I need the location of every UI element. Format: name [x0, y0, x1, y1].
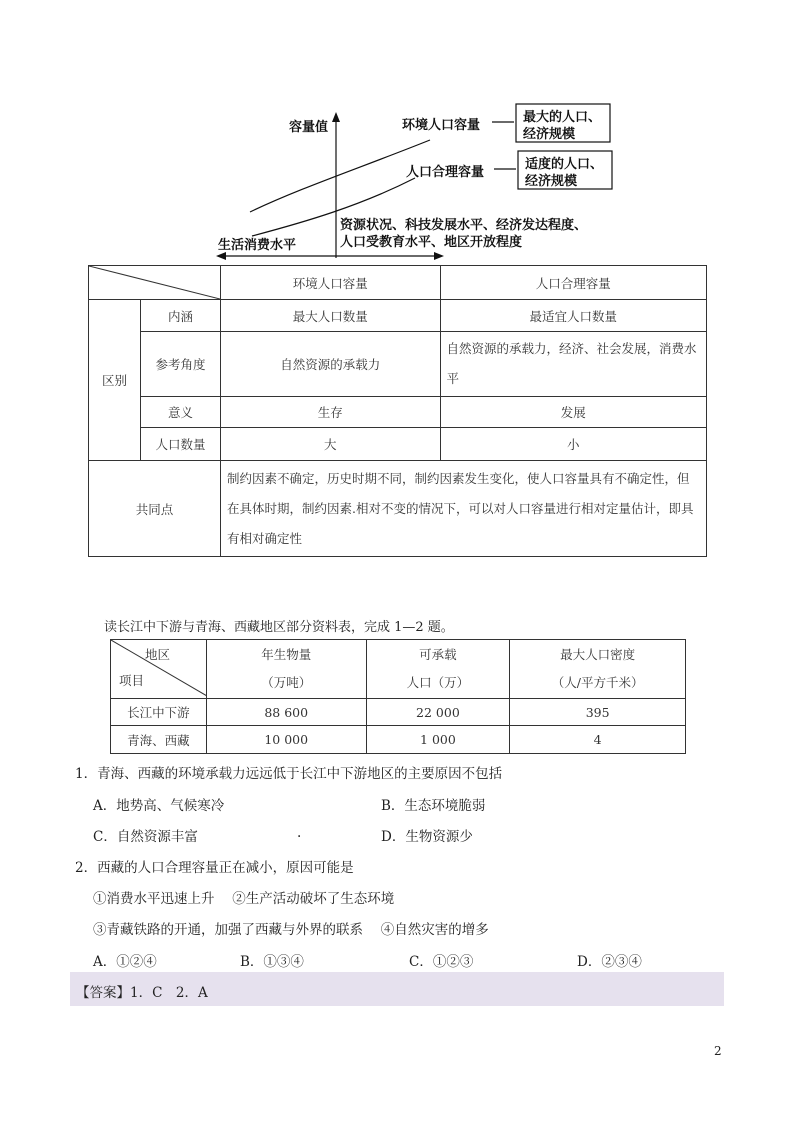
biomass-cell: 88 600: [206, 699, 366, 726]
row-label: 意义: [141, 397, 221, 428]
common-points-text: 制约因素不确定，历史时期不同，制约因素发生变化，使人口容量具有不确定性，但在具体时期，制约因素.相对不变的情况下，可以对人口容量进行相对定量估计，即具有相对确定性: [221, 461, 707, 557]
q2-statements-line1: ①消费水平迅速上升 ②生产活动破坏了生态环境: [93, 891, 395, 907]
upper-box-line2: 经济规模: [523, 127, 576, 142]
region-cell: 长江中下游: [111, 699, 207, 726]
col-capacity-header: 可承载 人口（万）: [366, 640, 510, 699]
cell-env: 自然资源的承载力: [221, 332, 441, 397]
data-table-corner: [111, 640, 207, 699]
lower-curve-label: 人口合理容量: [406, 165, 485, 180]
question-1-stem: 1．青海、西藏的环境承载力远远低于长江中下游地区的主要原因不包括: [75, 766, 503, 782]
x-axis-label: 生活消费水平: [218, 238, 297, 253]
factors-line1: 资源状况、科技发展水平、经济发达程度、: [340, 218, 588, 233]
q1-option-c: C．自然资源丰富: [93, 829, 198, 845]
factors-line2: 人口受教育水平、地区开放程度: [340, 235, 523, 250]
intro-text: 读长江中下游与青海、西藏地区部分资料表，完成 1—2 题。: [104, 620, 454, 635]
cell-reasonable: 发展: [440, 397, 706, 428]
biomass-cell: 10 000: [206, 726, 366, 754]
cell-env: 生存: [221, 397, 441, 428]
q1-stray-dot: .: [297, 825, 302, 841]
q2-option-d: D．②③④: [577, 954, 642, 970]
col-density-header: 最大人口密度 （人/平方千米）: [510, 640, 686, 699]
cell-reasonable: 自然资源的承载力，经济、社会发展，消费水平: [440, 332, 706, 397]
comparison-table: [88, 265, 707, 557]
q2-option-a: A．①②④: [93, 954, 157, 970]
row-label: 参考角度: [141, 332, 221, 397]
capacity-diagram: [0, 0, 794, 265]
y-axis-label: 容量值: [289, 120, 329, 135]
question-2-stem: 2．西藏的人口合理容量正在减小，原因可能是: [75, 860, 354, 876]
cell-reasonable: 小: [440, 428, 706, 461]
q2-statements-line2: ③青藏铁路的开通，加强了西藏与外界的联系 ④自然灾害的增多: [93, 922, 489, 938]
header-env-capacity: 环境人口容量: [221, 266, 441, 300]
col-biomass-header: 年生物量 （万吨）: [206, 640, 366, 699]
q2-option-b: B．①③④: [240, 954, 304, 970]
density-cell: 395: [510, 699, 686, 726]
header-reasonable-capacity: 人口合理容量: [440, 266, 706, 300]
env-capacity-curve: [250, 140, 430, 212]
q1-option-b: B．生态环境脆弱: [381, 798, 486, 814]
cell-env: 大: [221, 428, 441, 461]
region-cell: 青海、西藏: [111, 726, 207, 754]
answer-text: 【答案】1．C 2．A: [76, 985, 208, 1001]
upper-curve-label: 环境人口容量: [402, 118, 481, 133]
q1-option-a: A．地势高、气候寒冷: [93, 798, 225, 814]
row-label: 内涵: [141, 300, 221, 332]
lower-box-line2: 经济规模: [525, 174, 578, 189]
lower-box-line1: 适度的人口、: [525, 157, 604, 172]
q2-option-c: C．①②③: [409, 954, 474, 970]
row-label: 人口数量: [141, 428, 221, 461]
answer-box: [70, 972, 724, 1006]
table-corner-cell: [89, 266, 221, 300]
density-cell: 4: [510, 726, 686, 754]
table-row: [111, 699, 686, 726]
group-difference: 区别: [89, 300, 141, 461]
page-number: 2: [714, 1044, 722, 1058]
upper-box-line1: 最大的人口、: [523, 110, 602, 125]
capacity-cell: 22 000: [366, 699, 510, 726]
table-row: [111, 726, 686, 754]
corner-region-label: 地区: [145, 647, 171, 662]
q1-option-d: D．生物资源少: [381, 829, 473, 845]
common-points-label: 共同点: [89, 461, 221, 557]
cell-reasonable: 最适宜人口数量: [440, 300, 706, 332]
cell-env: 最大人口数量: [221, 300, 441, 332]
region-data-table: [110, 639, 686, 754]
corner-item-label: 项目: [119, 673, 145, 688]
capacity-cell: 1 000: [366, 726, 510, 754]
